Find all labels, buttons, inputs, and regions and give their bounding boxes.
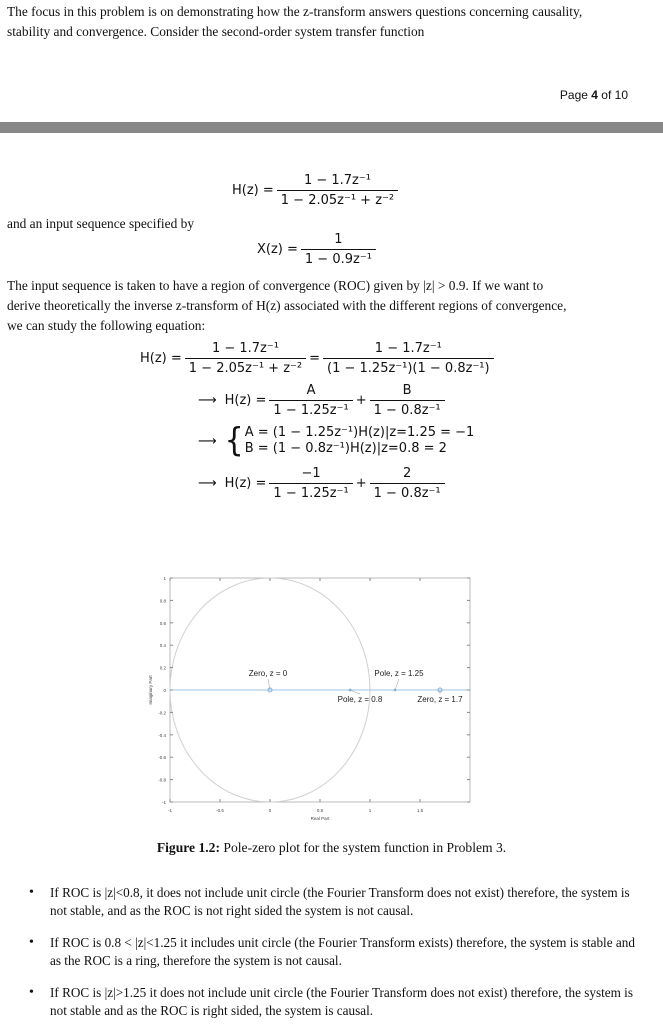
caption-label: Figure 1.2: — [156, 840, 220, 855]
row2-arrow: ⟶ — [198, 393, 217, 408]
derivation-row-3 — [198, 421, 475, 460]
row4-num-1: −1 — [301, 466, 321, 481]
point-leader — [395, 679, 399, 690]
row1-den-2: (1 − 1.25z⁻¹)(1 − 0.8z⁻¹) — [323, 358, 494, 376]
row3-arrow: ⟶ — [198, 433, 217, 449]
x-tick-label: -1 — [167, 808, 173, 813]
caption-text: Pole-zero plot for the system function in Problem 3. — [220, 840, 507, 855]
pole-zero-plot — [140, 560, 480, 820]
row1-equals: = — [309, 351, 321, 366]
bullet-text-3: If ROC is |z|>1.25 it does not include unit circle (the Fourier Transform does not exist) therefore, the system is not stable and as the ROC is right sided, the system is causal. — [50, 985, 633, 1018]
row4-lhs: H(z) = — [224, 476, 267, 491]
row1-lhs: H(z) = — [140, 351, 182, 366]
page-number-prefix: Page — [559, 88, 592, 102]
roc-line-2: derive theoretically the inverse z-transform of H(z) associated with the different regions of convergence, — [7, 298, 567, 313]
point-label: Zero, z = 0 — [248, 669, 288, 678]
row2-den-a: 1 − 1.25z⁻¹ — [269, 400, 352, 418]
page-divider-bar — [0, 122, 663, 133]
plot-area — [148, 576, 470, 820]
eq-h-denominator: 1 − 2.05z⁻¹ + z⁻² — [277, 190, 398, 208]
row2-plus: + — [355, 393, 367, 408]
input-sequence-text: and an input sequence specified by — [7, 216, 195, 231]
x-tick-label: -0.5 — [216, 808, 224, 813]
eq-h-lhs: H(z) = — [232, 183, 274, 198]
row3-line-a: A = (1 − 1.25z⁻¹)H(z)|z=1.25 = −1 — [244, 425, 475, 440]
bullet-text-2: If ROC is 0.8 < |z|<1.25 it includes unit circle (the Fourier Transform exists) therefore, the system is stable and as the ROC is a ring, therefore the system is not causal. — [50, 935, 635, 968]
y-tick-label: 0.8 — [159, 598, 166, 604]
transfer-function-equation — [232, 173, 401, 208]
y-tick-label: 0.2 — [159, 665, 166, 671]
list-item — [0, 984, 640, 1020]
row2-lhs: H(z) = — [224, 393, 267, 408]
page-number — [560, 88, 628, 102]
y-axis-label: Imaginary Part — [148, 675, 153, 705]
point-label: Zero, z = 1.7 — [417, 695, 463, 704]
roc-line-3: we can study the following equation: — [7, 318, 206, 333]
y-tick-label: -0.2 — [158, 710, 166, 716]
y-tick-label: -0.6 — [158, 755, 166, 761]
y-tick-label: 0 — [163, 688, 166, 693]
y-tick-label: -0.4 — [158, 732, 166, 738]
row2-fraction-b — [370, 383, 445, 418]
y-tick-label: -1 — [161, 800, 166, 805]
row3-line-b: B = (1 − 0.8z⁻¹)H(z)|z=0.8 = 2 — [244, 441, 447, 456]
y-tick-label: -0.8 — [158, 777, 166, 783]
eq-x-fraction — [301, 232, 376, 267]
eq-h-numerator: 1 − 1.7z⁻¹ — [303, 173, 371, 188]
intro-line-2: stability and convergence. Consider the second-order system transfer function — [7, 24, 425, 39]
derivation-row-1 — [140, 341, 497, 376]
row3-brace: { — [224, 421, 244, 460]
x-tick-label: 0.5 — [316, 808, 324, 813]
intro-line-1: The focus in this problem is on demonstrating how the z-transform answers questions concerning causality, — [7, 4, 583, 19]
x-tick-label: 1.5 — [416, 808, 424, 813]
input-sequence-equation — [257, 232, 379, 267]
row4-den-2: 1 − 0.8z⁻¹ — [370, 483, 445, 501]
row4-arrow: ⟶ — [198, 476, 217, 491]
row2-fraction-a — [269, 383, 352, 418]
bullet-dot: • — [29, 885, 34, 900]
page-number-current: 4 — [591, 88, 598, 102]
row1-den-1: 1 − 2.05z⁻¹ + z⁻² — [185, 358, 306, 376]
point-label: Pole, z = 0.8 — [337, 695, 383, 704]
list-item — [0, 934, 640, 970]
bullet-dot: • — [29, 985, 34, 1000]
x-axis-label: Real Part — [310, 816, 330, 820]
row4-fraction-2 — [370, 466, 445, 501]
roc-conclusions-list — [0, 884, 640, 1034]
point-label: Pole, z = 1.25 — [374, 669, 424, 678]
y-tick-label: 0.6 — [159, 620, 166, 626]
bullet-text-1: If ROC is |z|<0.8, it does not include unit circle (the Fourier Transform does not exist) therefore, the system is not stable, and as the ROC is not right sided the system is not causal. — [50, 885, 630, 918]
eq-h-fraction — [277, 173, 398, 208]
page-number-suffix: of 10 — [597, 88, 628, 102]
derivation-row-4 — [198, 466, 448, 501]
y-tick-label: 0.4 — [159, 643, 166, 649]
eq-x-lhs: X(z) = — [257, 242, 298, 257]
row1-num-1: 1 − 1.7z⁻¹ — [211, 341, 279, 356]
eq-x-numerator: 1 — [334, 232, 343, 247]
row4-num-2: 2 — [402, 466, 412, 481]
roc-paragraph — [7, 276, 657, 336]
x-tick-label: 0 — [268, 808, 272, 813]
intro-paragraph — [7, 2, 657, 42]
row1-fraction-1 — [185, 341, 306, 376]
list-item — [0, 884, 640, 920]
row1-fraction-2 — [323, 341, 494, 376]
row2-num-b: B — [402, 383, 412, 398]
roc-line-1: The input sequence is taken to have a region of convergence (ROC) given by |z| > 0.9. If we want to — [7, 278, 544, 293]
row2-num-a: A — [306, 383, 316, 398]
y-tick-label: 1 — [163, 576, 166, 581]
derivation-row-2 — [198, 383, 448, 418]
row4-fraction-1 — [269, 466, 352, 501]
point-leader — [350, 690, 360, 694]
row4-plus: + — [355, 476, 367, 491]
row1-num-2: 1 − 1.7z⁻¹ — [374, 341, 442, 356]
x-tick-label: 1 — [368, 808, 372, 813]
bullet-dot: • — [29, 935, 34, 950]
eq-x-denominator: 1 − 0.9z⁻¹ — [301, 249, 376, 267]
figure-caption — [0, 840, 663, 856]
row2-den-b: 1 − 0.8z⁻¹ — [370, 400, 445, 418]
row3-system — [245, 425, 475, 457]
row4-den-1: 1 − 1.25z⁻¹ — [269, 483, 352, 501]
